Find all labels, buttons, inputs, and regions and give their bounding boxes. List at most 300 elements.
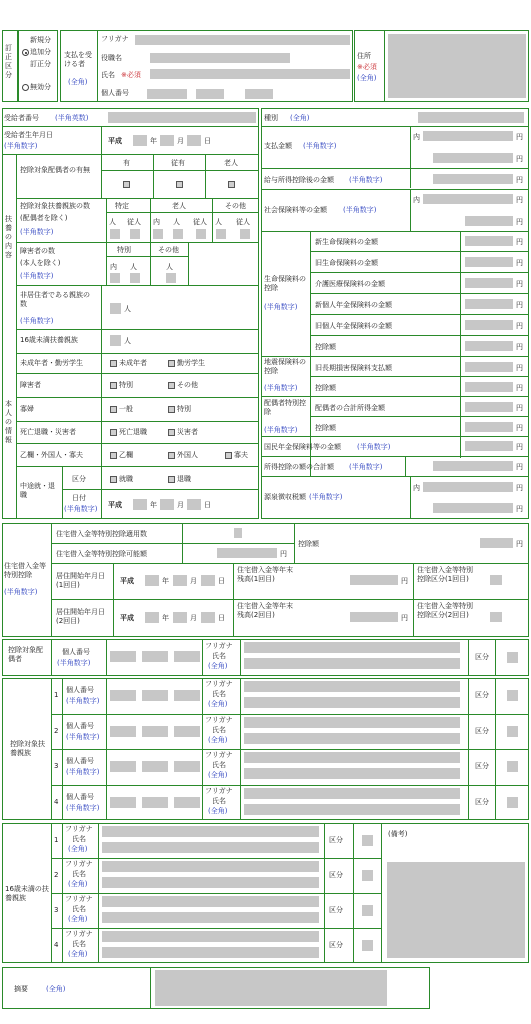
housing-kojo-input[interactable] [480,538,513,548]
divider [310,293,529,294]
kubun2-input[interactable] [490,612,502,622]
kyoju1-month[interactable] [173,575,187,586]
jusho-required: ※必須 [357,63,377,71]
divider [16,329,259,330]
kafu-ippan-checkbox[interactable] [110,406,117,413]
roujin-label-2: 老人 [172,202,186,210]
juuyuu-label: 従有 [171,159,185,167]
roujin-input-2[interactable] [173,229,183,239]
dependent-number: 4 [54,797,59,806]
kinro-checkbox[interactable] [168,360,175,367]
kyu-seimei-input[interactable] [465,257,513,267]
seimei-hankaku: (半角数字) [264,303,298,311]
divider [413,563,414,637]
under16-label: 16歳未満扶養親族 [20,336,78,344]
divider [261,476,529,477]
jusho-label: 住所 [357,52,371,60]
divider [16,154,17,519]
under16-hito: 人 [124,337,131,345]
tokutei-input-2[interactable] [130,229,140,239]
dependent-hankaku: (半角数字) [66,697,100,705]
saigai-label: 災害者 [177,428,198,436]
haigusha-ari-checkbox[interactable] [123,181,130,188]
birth-day-input[interactable] [187,135,201,146]
jishin-kojo-input[interactable] [465,382,513,392]
zandaka1-label: 住宅借入金等年末残高(1回目) [237,566,293,583]
dependent-hankaku: (半角数字) [66,732,100,741]
kyu-seimei-en: 円 [516,259,523,267]
spouse-shimei-input[interactable] [244,658,460,669]
under16-shimei-input[interactable] [102,877,319,888]
haigusha-shotoku-en: 円 [516,404,523,412]
heisei-label: 平成 [108,137,122,145]
dependent-bango-2[interactable] [142,690,168,701]
dependent-furigana-input[interactable] [244,681,460,692]
kyoju1-day[interactable] [201,575,215,586]
housing-hankaku: (半角数字) [4,588,38,596]
divider [212,198,213,242]
shogaisha-input-2[interactable] [130,273,140,283]
tekiyo-su-label: 住宅借入金等特別控除適用数 [56,530,147,538]
chuto-nen: 年 [150,501,157,509]
shin-seimei-en: 円 [516,238,523,246]
honnin-nozoku-label: (本人を除く) [20,259,61,267]
divider [51,928,381,929]
spouse-label: 控除対象配偶者 [8,646,43,663]
dependent-kubun-input[interactable] [507,690,518,701]
under16-kubun: 区分 [329,941,343,949]
dependent-bango-1[interactable] [110,797,136,808]
housing-label: 住宅借入金等特別控除 [4,562,46,579]
divider [468,639,469,676]
shimei-label: 氏名 [101,71,115,79]
chuto-heisei: 平成 [108,501,122,509]
under16-zenkaku: (全角) [68,950,88,958]
otsu-checkbox[interactable] [110,452,117,459]
dependent-bango-1[interactable] [110,761,136,772]
shogaisha-hito: 人 [130,263,137,271]
jusho-input[interactable] [388,34,526,98]
shogaisha-uchi: 内 [110,263,117,271]
under16-shimei-input[interactable] [102,947,319,958]
divider [101,353,102,518]
divider [240,639,241,676]
divider [51,599,529,600]
kubun2-label: 住宅借入金等特別控除区分(2回目) [417,602,473,619]
under16-section-label: 16歳未満の扶養親族 [5,885,49,902]
divider [16,242,259,243]
gensen-hankaku: (半角数字) [309,493,343,501]
tekiyo-zenkaku: (全角) [46,985,66,993]
seimei-kojo-input[interactable] [465,341,513,351]
divider [16,285,259,286]
kyu-choki-input[interactable] [465,362,513,372]
roujin-input-1[interactable] [153,229,163,239]
chuto-year-input[interactable] [133,499,147,510]
dependent-kojin-bango-label: 個人番号 [66,721,94,730]
zandaka2-en: 円 [401,614,408,622]
gensen-uchi: 内 [413,484,420,492]
kyoju2-nen: 年 [162,614,169,622]
jukyusha-bango-input[interactable] [108,112,256,123]
otsu-label: 乙欄 [119,451,133,459]
shogaisha-kazu-label: 障害者の数 [20,247,55,255]
haigusha-shotoku-input[interactable] [465,402,513,412]
chuto-tsuki: 月 [177,501,184,509]
dependent-shimei-input[interactable] [244,733,460,744]
dependent-bango-2[interactable] [142,797,168,808]
haigusha-juuyuu-checkbox[interactable] [176,181,183,188]
kanou-gaku-en: 円 [280,550,287,558]
kyoju1-year[interactable] [145,575,159,586]
kafu-row-label: 寡婦 [20,405,34,413]
kyoju1-nen: 年 [162,577,169,585]
dependent-kubun: 区分 [475,691,489,699]
spouse-kubun-input[interactable] [507,652,518,663]
haigusha-kojo-label: 控除額 [315,424,336,432]
chuto-day-input[interactable] [187,499,201,510]
tokutei-label: 特定 [115,202,129,210]
seinengappi-label: 受給者生年月日 [4,131,53,139]
dependent-bango-3[interactable] [174,690,200,701]
under16-kubun-input[interactable] [362,905,373,916]
chuto-month-input[interactable] [160,499,174,510]
kyoju2-tsuki: 月 [190,614,197,622]
shogaisha-input-1[interactable] [110,273,120,283]
zandaka1-input[interactable] [350,575,398,585]
divider [261,436,529,437]
kaigo-input[interactable] [465,278,513,288]
jusho-zenkaku: (全角) [357,74,377,82]
kaigo-label: 介護医療保険料の金額 [315,280,385,288]
dependent-bango-2[interactable] [142,761,168,772]
spouse-furigana-input[interactable] [244,642,460,653]
divider [106,256,188,257]
jishin-label: 地震保険料の控除 [264,358,306,375]
divider [2,154,259,155]
kokumin-en: 円 [516,443,523,451]
gensen-label: 源泉徴収税額 [264,493,306,501]
dependent-kojin-bango-label: 個人番号 [66,686,94,694]
dependent-bango-1[interactable] [110,690,136,701]
divider [381,823,382,963]
kafu2-label: 寡夫 [234,451,248,459]
under16-kubun-input[interactable] [362,835,373,846]
dependent-bango-1[interactable] [110,726,136,737]
shiharai-uchi-input[interactable] [423,131,513,141]
under16-shimei: 氏名 [72,870,86,878]
divider [106,198,107,242]
kaigo-en: 円 [516,280,523,288]
roujin-juhito: 従人 [193,218,207,226]
tekiyo-su-input[interactable] [234,528,242,538]
kafu2-checkbox[interactable] [225,452,232,459]
spouse-bango-2[interactable] [142,651,168,662]
under16-shimei-input[interactable] [102,842,319,853]
divider [261,231,529,232]
dependent-kubun: 区分 [475,797,489,806]
under16-input[interactable] [110,335,121,346]
kyoju2-month[interactable] [173,612,187,623]
kyoju2-year[interactable] [145,612,159,623]
dependent-furigana-input[interactable] [244,752,460,763]
kafu-tokubetsu-checkbox[interactable] [168,406,175,413]
spouse-bango-1[interactable] [110,651,136,662]
divider [261,189,529,190]
birth-year-input[interactable] [133,135,147,146]
dependent-bango-3[interactable] [174,726,200,737]
miseinen-row-label: 未成年者・勤労学生 [20,359,83,367]
shibo-checkbox[interactable] [110,429,117,436]
divider [310,376,529,377]
kanou-gaku-input[interactable] [217,548,277,558]
divider [62,466,63,518]
chuto-kubun-label: 区分 [72,475,86,483]
shibo-label: 死亡退職 [119,428,147,436]
kafu-ippan-label: 一般 [119,405,133,413]
divider [261,356,529,357]
shakai-hankaku: (半角数字) [343,206,377,214]
dependent-kubun-input[interactable] [507,761,518,772]
seimei-kojo-label: 控除額 [315,343,336,351]
divider [97,30,98,102]
shiharai-input[interactable] [433,153,513,163]
divider [205,154,206,198]
tekiyo-label: 摘要 [14,985,28,993]
shimei-input[interactable] [150,69,350,79]
dependent-furigana: フリガナ [205,715,233,724]
taishoku-checkbox[interactable] [168,476,175,483]
spouse-hankaku: (半角数字) [57,659,91,667]
chuto-label: 中途就・退職 [20,482,55,499]
shogaisha-sonota-hito: 人 [166,263,173,271]
kojin-bango-input-2[interactable] [196,89,224,99]
mukou-radio[interactable] [22,84,29,91]
hizuke-label: 日付 [72,494,86,502]
shotoku-kojo-label: 所得控除の額の合計額 [264,463,334,471]
kyu-seimei-label: 旧生命保険料の金額 [315,259,378,267]
spouse-shimei: 氏名 [212,652,226,660]
hikyojusha-input[interactable] [110,303,121,314]
furigana-label: フリガナ [101,35,129,43]
divider [51,893,381,894]
divider [310,231,311,476]
divider [495,639,496,676]
dependent-furigana-input[interactable] [244,788,460,799]
under16-kubun-input[interactable] [362,940,373,951]
shin-nenkin-en: 円 [516,301,523,309]
birth-month-input[interactable] [160,135,174,146]
under16-number: 4 [54,941,59,949]
shogaisha-sonota-label: その他 [158,246,179,254]
tsuika-radio[interactable] [22,49,29,56]
dependent-bango-2[interactable] [142,726,168,737]
kojin-bango-input-1[interactable] [147,89,187,99]
dependent-zenkaku: (全角) [208,700,228,708]
jukyusha-bango-label: 受給者番号 [4,114,39,122]
dependent-bango-3[interactable] [174,761,200,772]
kyoju1-hi: 日 [218,577,225,585]
miseinen-checkbox[interactable] [110,360,117,367]
teisei-label: 訂正分 [30,60,51,68]
kokumin-nenkin-label: 国民年金保険料等の金額 [264,443,341,451]
shin-seimei-label: 新生命保険料の金額 [315,238,378,246]
dependent-shimei: 氏名 [212,761,226,769]
hikyojusha-hito: 人 [124,305,131,313]
under16-furigana: フリガナ [65,930,93,938]
shogaisha-hankaku: (半角数字) [20,272,54,280]
kyu-nenkin-en: 円 [516,322,523,330]
yakushoku-label: 役職名 [101,54,122,62]
divider [294,523,295,563]
roujin-input-3[interactable] [196,229,206,239]
shakai-input[interactable] [465,216,513,226]
chuto-hi: 日 [204,501,211,509]
roujin-uchi: 内 [153,218,160,226]
divider [16,466,259,467]
divider [101,126,102,154]
saigai-checkbox[interactable] [168,429,175,436]
tekiyo-input[interactable] [155,970,387,1006]
kyoju2-day[interactable] [201,612,215,623]
haigusha-roujin-checkbox[interactable] [228,181,235,188]
nen-label: 年 [150,137,157,145]
biko-input[interactable] [387,862,525,958]
gaikoku-checkbox[interactable] [168,452,175,459]
kyoju2-heisei: 平成 [120,614,134,622]
jishin-hankaku: (半角数字) [264,384,298,392]
dependent-number: 1 [54,691,59,699]
shiharai-en-2: 円 [516,155,523,163]
shin-nenkin-input[interactable] [465,299,513,309]
divider [410,168,411,188]
tokubetsu-label: 特別 [117,246,131,254]
under16-furigana-input[interactable] [102,931,319,942]
hikyojusha-hankaku: (半角数字) [20,317,54,325]
under16-furigana-input[interactable] [102,896,319,907]
divider [101,170,259,171]
under16-furigana-input[interactable] [102,826,319,837]
dependent-kubun-input[interactable] [507,726,518,737]
yakushoku-input[interactable] [150,53,290,63]
shogaisha-input-3[interactable] [166,273,176,283]
shogaisha-tokubetsu-checkbox[interactable] [110,382,117,389]
dependent-shimei-input[interactable] [244,697,460,708]
sonota-input-1[interactable] [216,229,226,239]
kokumin-input[interactable] [465,441,513,451]
seinengappi-hankaku: (半角数字) [4,142,38,150]
seimei-kojo-en: 円 [516,343,523,351]
dependent-kubun-input[interactable] [507,797,518,808]
under16-shimei: 氏名 [72,940,86,948]
divider [51,785,529,786]
divider [51,523,52,637]
kojin-bango-input-3[interactable] [245,89,273,99]
kyoju2-hi: 日 [218,614,225,622]
divider [106,242,107,285]
divider [384,30,385,102]
shushoku-label: 就職 [119,475,133,483]
under16-furigana-input[interactable] [102,861,319,872]
haigusha-tokubetsu-label: 配偶者特別控除 [264,399,306,416]
shubetsu-input[interactable] [418,112,524,123]
kubun1-input[interactable] [490,575,502,585]
kinro-label: 勤労学生 [177,359,205,367]
shogaisha-tokubetsu-label: 特別 [119,381,133,389]
divider [233,563,234,637]
tokutei-hito: 人 [109,218,116,226]
divider [16,443,259,444]
dependent-shimei-input[interactable] [244,768,460,779]
roujin-hito: 人 [173,218,180,226]
under16-shimei-input[interactable] [102,912,319,923]
divider [62,489,259,490]
sonota-label: その他 [225,202,246,210]
divider [405,456,406,476]
shiharai-label: 支払を受ける者 [64,51,92,68]
gensen-input[interactable] [433,503,513,513]
kyoju1-tsuki: 月 [190,577,197,585]
gensen-en-2: 円 [516,505,523,513]
divider [310,314,529,315]
shogaisha-sonota-checkbox[interactable] [168,382,175,389]
shimei-required: ※必須 [121,71,141,79]
divider [16,353,259,354]
shakai-uchi-input[interactable] [423,194,513,204]
kyuyo-input[interactable] [433,174,513,184]
divider [101,154,102,198]
shushoku-checkbox[interactable] [110,476,117,483]
kyu-choki-en: 円 [516,364,523,372]
kyu-nenkin-input[interactable] [465,320,513,330]
haigusha-kojo-en: 円 [516,424,523,432]
furigana-input[interactable] [135,35,350,45]
dependent-zenkaku: (全角) [208,735,228,744]
dependent-bango-3[interactable] [174,797,200,808]
under16-furigana: フリガナ [65,895,93,903]
honnin-jouhou-label: 本人の情報 [5,400,12,444]
dependent-hankaku: (半角数字) [66,768,100,776]
biko-label: (備考) [388,830,408,838]
haigusha-shotoku-label: 配偶者の合計所得金額 [315,404,385,412]
dependent-furigana-input[interactable] [244,717,460,728]
kanou-gaku-label: 住宅借入金等特別控除可能額 [56,550,147,558]
shakai-uchi: 内 [413,196,420,204]
shotoku-kojo-input[interactable] [433,461,513,471]
under16-furigana: フリガナ [65,825,93,833]
dependent-furigana: フリガナ [205,786,233,795]
tokutei-juhito: 従人 [127,218,141,226]
tokutei-input-1[interactable] [110,229,120,239]
hikyojusha-label: 非居住者である親族の数 [20,291,90,308]
under16-kubun-input[interactable] [362,870,373,881]
divider [106,212,259,213]
ari-label: 有 [123,159,130,167]
jishin-kojo-label: 控除額 [315,384,336,392]
divider [113,563,114,637]
sonota-input-2[interactable] [240,229,250,239]
haigusha-kojo-input[interactable] [465,422,513,432]
seimei-label: 生命保険料の控除 [264,275,306,292]
gensen-uchi-input[interactable] [423,482,513,492]
spouse-bango-3[interactable] [174,651,200,662]
shin-seimei-input[interactable] [465,236,513,246]
shiharai-en-1: 円 [516,133,523,141]
dependent-shimei-input[interactable] [244,804,460,815]
zandaka2-input[interactable] [350,612,398,622]
haigusha-tokubetsu-hankaku: (半角数字) [264,426,298,434]
fuyo-shinzoku-label: 控除対象扶養親族の数 [20,202,90,210]
